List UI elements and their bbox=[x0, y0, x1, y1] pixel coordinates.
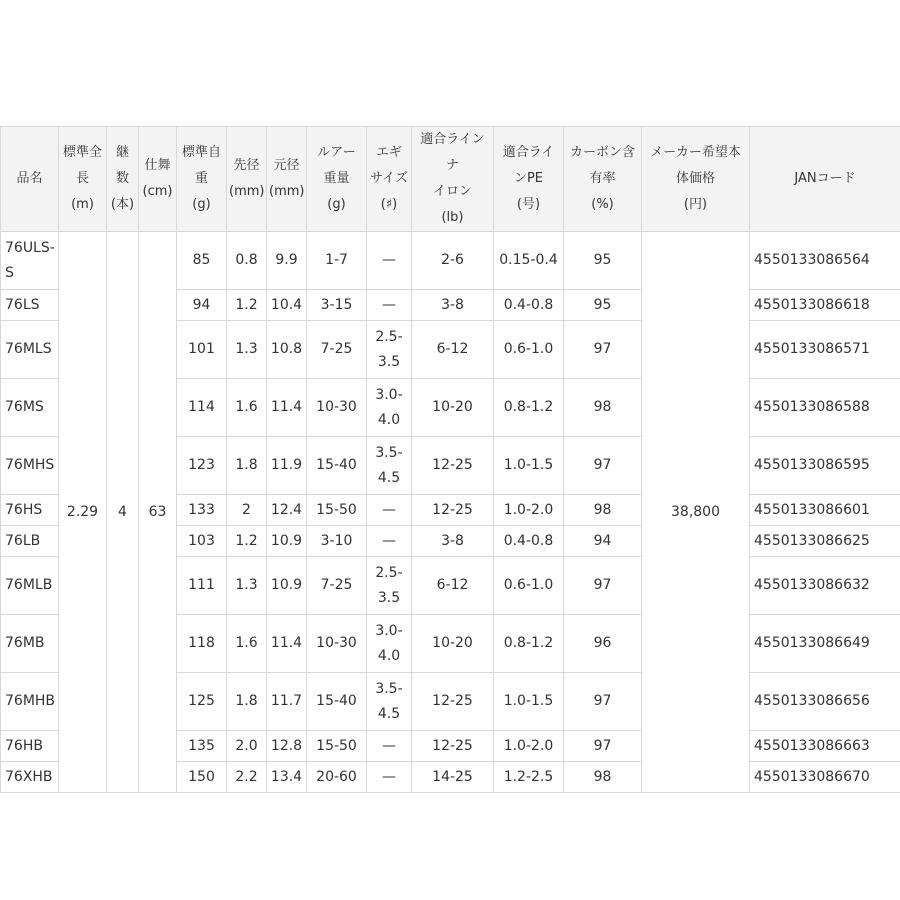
egi-size-cell: 3.5-4.5 bbox=[367, 673, 412, 731]
butt-diameter-cell: 11.9 bbox=[267, 437, 307, 495]
model-name-cell: 76HB bbox=[1, 731, 59, 762]
shared-price-cell: 38,800 bbox=[642, 232, 750, 793]
model-name-cell: 76HS bbox=[1, 495, 59, 526]
header-line: メーカー希望本 bbox=[650, 145, 741, 160]
pe-line-cell: 0.6-1.0 bbox=[494, 557, 564, 615]
header-line: (lb) bbox=[441, 210, 464, 225]
pe-line-cell: 0.4-0.8 bbox=[494, 290, 564, 321]
butt-diameter-cell: 11.4 bbox=[267, 379, 307, 437]
header-line: (♯) bbox=[380, 197, 398, 212]
jan-code-cell: 4550133086649 bbox=[750, 615, 900, 673]
shared-closed-cell: 63 bbox=[139, 232, 177, 793]
butt-diameter-cell: 10.9 bbox=[267, 526, 307, 557]
tip-diameter-cell: 2.0 bbox=[227, 731, 267, 762]
butt-diameter-cell: 11.7 bbox=[267, 673, 307, 731]
pe-line-cell: 0.15-0.4 bbox=[494, 232, 564, 290]
lure-weight-cell: 15-40 bbox=[307, 437, 367, 495]
lure-weight-cell: 1-7 bbox=[307, 232, 367, 290]
model-name-cell: 76MLB bbox=[1, 557, 59, 615]
weight-cell: 101 bbox=[177, 321, 227, 379]
header-line: (号) bbox=[516, 197, 541, 212]
butt-diameter-cell: 10.4 bbox=[267, 290, 307, 321]
pe-line-cell: 0.8-1.2 bbox=[494, 615, 564, 673]
carbon-cell: 97 bbox=[564, 437, 642, 495]
carbon-cell: 95 bbox=[564, 232, 642, 290]
butt-diameter-cell: 12.4 bbox=[267, 495, 307, 526]
weight-cell: 94 bbox=[177, 290, 227, 321]
egi-size-cell: — bbox=[367, 232, 412, 290]
model-name-cell: 76XHB bbox=[1, 762, 59, 793]
weight-cell: 118 bbox=[177, 615, 227, 673]
egi-size-cell: — bbox=[367, 762, 412, 793]
tip-diameter-cell: 1.8 bbox=[227, 437, 267, 495]
lure-weight-cell: 3-15 bbox=[307, 290, 367, 321]
jan-code-cell: 4550133086670 bbox=[750, 762, 900, 793]
col-length-header bbox=[59, 127, 107, 232]
header-line: カーボン含 bbox=[569, 145, 635, 160]
tip-diameter-cell: 2 bbox=[227, 495, 267, 526]
header-line: 長 bbox=[75, 171, 89, 186]
egi-size-cell: 3.0-4.0 bbox=[367, 379, 412, 437]
tip-diameter-cell: 0.8 bbox=[227, 232, 267, 290]
egi-size-cell: 3.5-4.5 bbox=[367, 437, 412, 495]
carbon-cell: 97 bbox=[564, 673, 642, 731]
header-line: 品名 bbox=[16, 171, 43, 186]
model-name-cell: 76MB bbox=[1, 615, 59, 673]
butt-diameter-cell: 10.8 bbox=[267, 321, 307, 379]
col-tip-header bbox=[227, 127, 267, 232]
header-line: (円) bbox=[683, 197, 708, 212]
egi-size-cell: 3.0-4.0 bbox=[367, 615, 412, 673]
weight-cell: 125 bbox=[177, 673, 227, 731]
egi-size-cell: — bbox=[367, 290, 412, 321]
header-line: (%) bbox=[591, 197, 614, 212]
col-pe-header bbox=[494, 127, 564, 232]
header-line: 継 bbox=[115, 145, 129, 160]
tip-diameter-cell: 1.8 bbox=[227, 673, 267, 731]
header-line: 元径 bbox=[273, 158, 300, 173]
egi-size-cell: 2.5-3.5 bbox=[367, 321, 412, 379]
col-carbon-header bbox=[564, 127, 642, 232]
butt-diameter-cell: 9.9 bbox=[267, 232, 307, 290]
lure-weight-cell: 7-25 bbox=[307, 557, 367, 615]
lure-weight-cell: 10-30 bbox=[307, 615, 367, 673]
header-line: ンPE bbox=[513, 171, 544, 186]
header-line: 体価格 bbox=[675, 171, 715, 186]
table-body bbox=[1, 232, 900, 793]
header-line: 適合ラインナ bbox=[420, 132, 485, 173]
carbon-cell: 98 bbox=[564, 495, 642, 526]
egi-size-cell: — bbox=[367, 731, 412, 762]
jan-code-cell: 4550133086564 bbox=[750, 232, 900, 290]
col-egi-header bbox=[367, 127, 412, 232]
jan-code-cell: 4550133086632 bbox=[750, 557, 900, 615]
header-line: 標準自 bbox=[181, 145, 221, 160]
jan-code-cell: 4550133086625 bbox=[750, 526, 900, 557]
carbon-cell: 97 bbox=[564, 321, 642, 379]
jan-code-cell: 4550133086571 bbox=[750, 321, 900, 379]
nylon-line-cell: 12-25 bbox=[412, 495, 494, 526]
nylon-line-cell: 6-12 bbox=[412, 557, 494, 615]
col-lure-header bbox=[307, 127, 367, 232]
lure-weight-cell: 15-50 bbox=[307, 731, 367, 762]
pe-line-cell: 1.0-1.5 bbox=[494, 437, 564, 495]
header-line: 重 bbox=[194, 171, 208, 186]
weight-cell: 123 bbox=[177, 437, 227, 495]
carbon-cell: 98 bbox=[564, 762, 642, 793]
nylon-line-cell: 3-8 bbox=[412, 290, 494, 321]
tip-diameter-cell: 1.3 bbox=[227, 557, 267, 615]
model-name-cell: 76MLS bbox=[1, 321, 59, 379]
lure-weight-cell: 15-40 bbox=[307, 673, 367, 731]
header-row bbox=[1, 127, 900, 232]
pe-line-cell: 1.0-2.0 bbox=[494, 495, 564, 526]
jan-code-cell: 4550133086618 bbox=[750, 290, 900, 321]
butt-diameter-cell: 13.4 bbox=[267, 762, 307, 793]
header-line: 先径 bbox=[233, 158, 260, 173]
table-row bbox=[1, 232, 900, 290]
header-line: イロン bbox=[432, 184, 472, 199]
tip-diameter-cell: 1.6 bbox=[227, 379, 267, 437]
jan-code-cell: 4550133086588 bbox=[750, 379, 900, 437]
model-name-cell: 76LB bbox=[1, 526, 59, 557]
pe-line-cell: 0.6-1.0 bbox=[494, 321, 564, 379]
lure-weight-cell: 15-50 bbox=[307, 495, 367, 526]
weight-cell: 135 bbox=[177, 731, 227, 762]
egi-size-cell: — bbox=[367, 495, 412, 526]
tip-diameter-cell: 1.3 bbox=[227, 321, 267, 379]
tip-diameter-cell: 1.2 bbox=[227, 526, 267, 557]
carbon-cell: 95 bbox=[564, 290, 642, 321]
lure-weight-cell: 10-30 bbox=[307, 379, 367, 437]
header-line: (本) bbox=[110, 197, 135, 212]
spec-table bbox=[0, 126, 900, 793]
header-line: (mm) bbox=[269, 184, 305, 199]
jan-code-cell: 4550133086656 bbox=[750, 673, 900, 731]
jan-code-cell: 4550133086663 bbox=[750, 731, 900, 762]
weight-cell: 103 bbox=[177, 526, 227, 557]
nylon-line-cell: 6-12 bbox=[412, 321, 494, 379]
model-name-cell: 76ULS-S bbox=[1, 232, 59, 290]
model-name-cell: 76MS bbox=[1, 379, 59, 437]
col-name-header bbox=[1, 127, 59, 232]
tip-diameter-cell: 1.6 bbox=[227, 615, 267, 673]
header-line: 有率 bbox=[589, 171, 616, 186]
pe-line-cell: 0.4-0.8 bbox=[494, 526, 564, 557]
lure-weight-cell: 3-10 bbox=[307, 526, 367, 557]
col-pieces-header bbox=[107, 127, 139, 232]
nylon-line-cell: 3-8 bbox=[412, 526, 494, 557]
header-line: 標準全 bbox=[62, 145, 102, 160]
butt-diameter-cell: 12.8 bbox=[267, 731, 307, 762]
shared-length-cell: 2.29 bbox=[59, 232, 107, 793]
col-closed-header bbox=[139, 127, 177, 232]
col-jan-header bbox=[750, 127, 900, 232]
pe-line-cell: 1.2-2.5 bbox=[494, 762, 564, 793]
nylon-line-cell: 12-25 bbox=[412, 437, 494, 495]
pe-line-cell: 0.8-1.2 bbox=[494, 379, 564, 437]
nylon-line-cell: 12-25 bbox=[412, 731, 494, 762]
carbon-cell: 98 bbox=[564, 379, 642, 437]
shared-pieces-cell: 4 bbox=[107, 232, 139, 793]
carbon-cell: 97 bbox=[564, 731, 642, 762]
header-line: サイズ bbox=[370, 171, 408, 186]
weight-cell: 150 bbox=[177, 762, 227, 793]
header-line: エギ bbox=[375, 145, 402, 160]
nylon-line-cell: 10-20 bbox=[412, 379, 494, 437]
tip-diameter-cell: 2.2 bbox=[227, 762, 267, 793]
header-line: (m) bbox=[71, 197, 94, 212]
jan-code-cell: 4550133086595 bbox=[750, 437, 900, 495]
nylon-line-cell: 14-25 bbox=[412, 762, 494, 793]
header-line: (g) bbox=[192, 197, 211, 212]
weight-cell: 85 bbox=[177, 232, 227, 290]
egi-size-cell: 2.5-3.5 bbox=[367, 557, 412, 615]
pe-line-cell: 1.0-2.0 bbox=[494, 731, 564, 762]
model-name-cell: 76MHB bbox=[1, 673, 59, 731]
jan-code-cell: 4550133086601 bbox=[750, 495, 900, 526]
col-weight-header bbox=[177, 127, 227, 232]
nylon-line-cell: 10-20 bbox=[412, 615, 494, 673]
weight-cell: 111 bbox=[177, 557, 227, 615]
weight-cell: 133 bbox=[177, 495, 227, 526]
lure-weight-cell: 7-25 bbox=[307, 321, 367, 379]
header-line: 仕舞 bbox=[144, 158, 171, 173]
model-name-cell: 76MHS bbox=[1, 437, 59, 495]
header-line: (mm) bbox=[229, 184, 265, 199]
pe-line-cell: 1.0-1.5 bbox=[494, 673, 564, 731]
header-line: JANコード bbox=[794, 171, 856, 186]
header-line: 数 bbox=[115, 171, 129, 186]
col-nylon-header bbox=[412, 127, 494, 232]
header-line: 重量 bbox=[323, 171, 350, 186]
header-line: (g) bbox=[327, 197, 346, 212]
header-line: 適合ライ bbox=[502, 145, 555, 160]
carbon-cell: 94 bbox=[564, 526, 642, 557]
tip-diameter-cell: 1.2 bbox=[227, 290, 267, 321]
weight-cell: 114 bbox=[177, 379, 227, 437]
nylon-line-cell: 12-25 bbox=[412, 673, 494, 731]
col-butt-header bbox=[267, 127, 307, 232]
carbon-cell: 96 bbox=[564, 615, 642, 673]
lure-weight-cell: 20-60 bbox=[307, 762, 367, 793]
butt-diameter-cell: 10.9 bbox=[267, 557, 307, 615]
butt-diameter-cell: 11.4 bbox=[267, 615, 307, 673]
model-name-cell: 76LS bbox=[1, 290, 59, 321]
header-line: (cm) bbox=[142, 184, 173, 199]
header-line: ルアー bbox=[317, 145, 356, 160]
carbon-cell: 97 bbox=[564, 557, 642, 615]
egi-size-cell: — bbox=[367, 526, 412, 557]
nylon-line-cell: 2-6 bbox=[412, 232, 494, 290]
col-price-header bbox=[642, 127, 750, 232]
